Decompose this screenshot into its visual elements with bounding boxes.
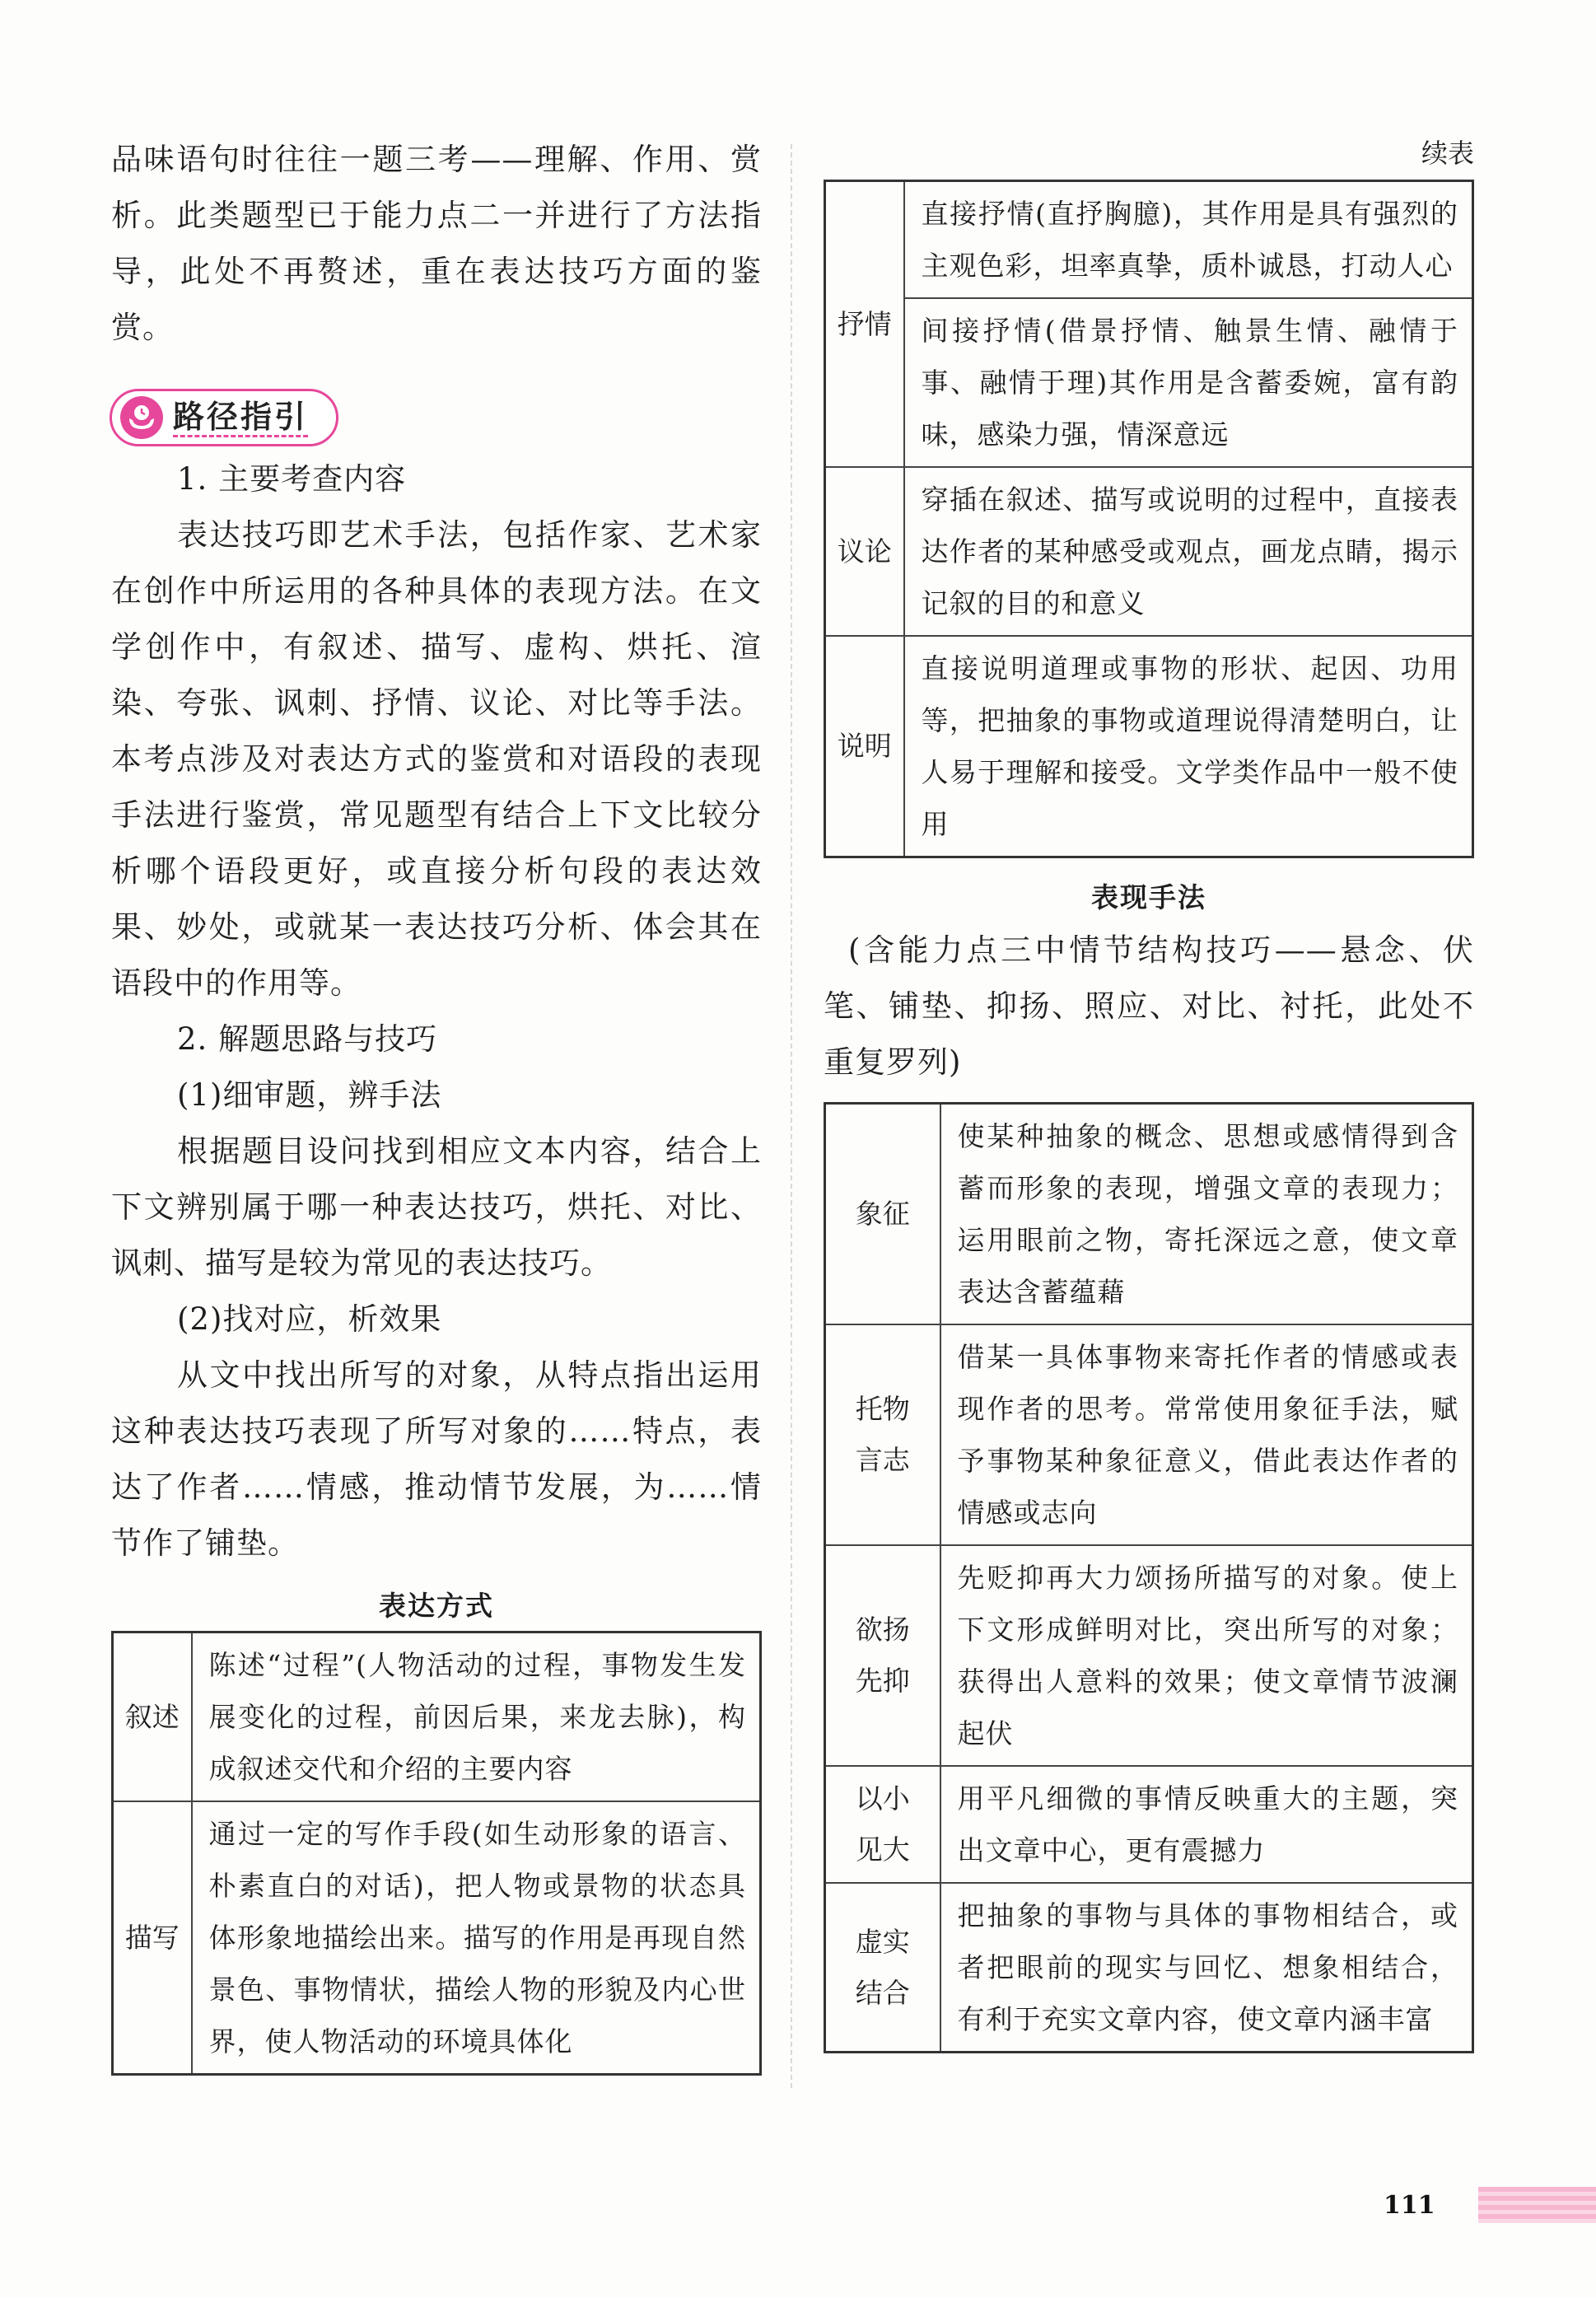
page-number: 111 (1384, 2191, 1435, 2220)
row-text: 使某种抽象的概念、思想或感情得到含蓄而形象的表现，增强文章的表现力；运用眼前之物，寄托深远之意，使文章表达含蓄蕴藉 (940, 1104, 1473, 1325)
table-row (113, 1801, 761, 2075)
row-text: 陈述“过程”(人物活动的过程，事物发生发展变化的过程，前因后果，来龙去脉)，构成叙述交代和介绍的主要内容 (192, 1632, 761, 1802)
row-text: 把抽象的事物与具体的事物相结合，或者把眼前的现实与回忆、想象相结合，有利于充实文章内容，使文章内涵丰富 (940, 1883, 1473, 2053)
heading-methods: 2. 解题思路与技巧 (177, 1021, 438, 1057)
row-label: 象征 (825, 1104, 940, 1325)
row-label: 描写 (113, 1801, 192, 2075)
hands-clock-icon (120, 396, 163, 439)
row-text: 用平凡细微的事情反映重大的主题，突出文章中心，更有震撼力 (940, 1766, 1473, 1883)
continued-label: 续表 (1421, 138, 1474, 169)
table-row (825, 1104, 1473, 1325)
table-row (825, 1766, 1473, 1883)
row-label: 说明 (825, 636, 904, 857)
table-title-techniques: 表现手法 (1091, 881, 1206, 913)
heading-main-content: 1. 主要考查内容 (177, 461, 407, 497)
page-corner-bar (1478, 2187, 1596, 2223)
row-label: 欲扬先抑 (825, 1545, 940, 1766)
row-text: 直接抒情(直抒胸臆)，其作用是具有强烈的主观色彩，坦率真挚，质朴诚恳，打动人心 (904, 181, 1473, 299)
row-text: 通过一定的写作手段(如生动形象的语言、朴素直白的对话)，把人物或景物的状态具体形象地描绘出来。描写的作用是再现自然景色、事物情状，描绘人物的形貌及内心世界，使人物活动的环境具体化 (192, 1801, 761, 2075)
table-title-expression: 表达方式 (379, 1590, 494, 1622)
table-row (825, 1883, 1473, 2053)
step-two-heading: (2)找对应，析效果 (177, 1301, 442, 1337)
expression-table-continued (824, 180, 1474, 858)
step-two-paragraph: 从文中找出所写的对象，从特点指出运用这种表达技巧表现了所写对象的……特点，表达了作者……情感，推动情节发展，为……情节作了铺垫。 (111, 1357, 762, 1561)
left-column (111, 132, 762, 2076)
step-one-paragraph: 根据题目设问找到相应文本内容，结合上下文辨别属于哪一种表达技巧，烘托、对比、讽刺、描写是较为常见的表达技巧。 (111, 1133, 762, 1281)
paragraph-main-content: 表达技巧即艺术手法，包括作家、艺术家在创作中所运用的各种具体的表现方法。在文学创作中，有叙述、描写、虚构、烘托、渲染、夸张、讽刺、抒情、议论、对比等手法。本考点涉及对表达方式的鉴赏和对语段的表现手法进行鉴赏，常见题型有结合上下文比较分析哪个语段更好，或直接分析句段的表达效果、妙处，或就某一表达技巧分析、体会其在语段中的作用等。 (111, 517, 762, 1001)
row-text: 先贬抑再大力颂扬所描写的对象。使上下文形成鲜明对比，突出所写的对象；获得出人意料的效果；使文章情节波澜起伏 (940, 1545, 1473, 1766)
badge-label: 路径指引 (173, 399, 308, 437)
row-label: 托物言志 (825, 1324, 940, 1545)
table-row (825, 181, 1473, 299)
column-divider (791, 144, 792, 2088)
row-label: 议论 (825, 467, 904, 636)
table-row (825, 1324, 1473, 1545)
table-row (825, 636, 1473, 857)
row-text: 借某一具体事物来寄托作者的情感或表现作者的思考。常常使用象征手法，赋予事物某种象征意义，借此表达作者的情感或志向 (940, 1324, 1473, 1545)
row-text: 间接抒情(借景抒情、触景生情、融情于事、融情于理)其作用是含蓄委婉，富有韵味，感染力强，情深意远 (904, 298, 1473, 467)
expression-table (111, 1631, 762, 2076)
row-label: 叙述 (113, 1632, 192, 1802)
table-row (825, 1545, 1473, 1766)
intro-paragraph: 品味语句时往往一题三考——理解、作用、赏析。此类题型已于能力点二一并进行了方法指导，此处不再赘述，重在表达技巧方面的鉴赏。 (111, 142, 762, 345)
section-badge (110, 389, 338, 446)
techniques-table (824, 1102, 1474, 2053)
table-row (825, 467, 1473, 636)
table-row (113, 1632, 761, 1802)
techniques-note: (含能力点三中情节结构技巧——悬念、伏笔、铺垫、抑扬、照应、对比、衬托，此处不重复罗列) (824, 932, 1474, 1080)
right-column (824, 132, 1474, 2053)
row-text: 穿插在叙述、描写或说明的过程中，直接表达作者的某种感受或观点，画龙点睛，揭示记叙的目的和意义 (904, 467, 1473, 636)
row-label: 抒情 (825, 181, 904, 468)
row-text: 直接说明道理或事物的形状、起因、功用等，把抽象的事物或道理说得清楚明白，让人易于理解和接受。文学类作品中一般不使用 (904, 636, 1473, 857)
table-row (825, 298, 1473, 467)
row-label: 虚实结合 (825, 1883, 940, 2053)
step-one-heading: (1)细审题，辨手法 (177, 1077, 442, 1113)
row-label: 以小见大 (825, 1766, 940, 1883)
